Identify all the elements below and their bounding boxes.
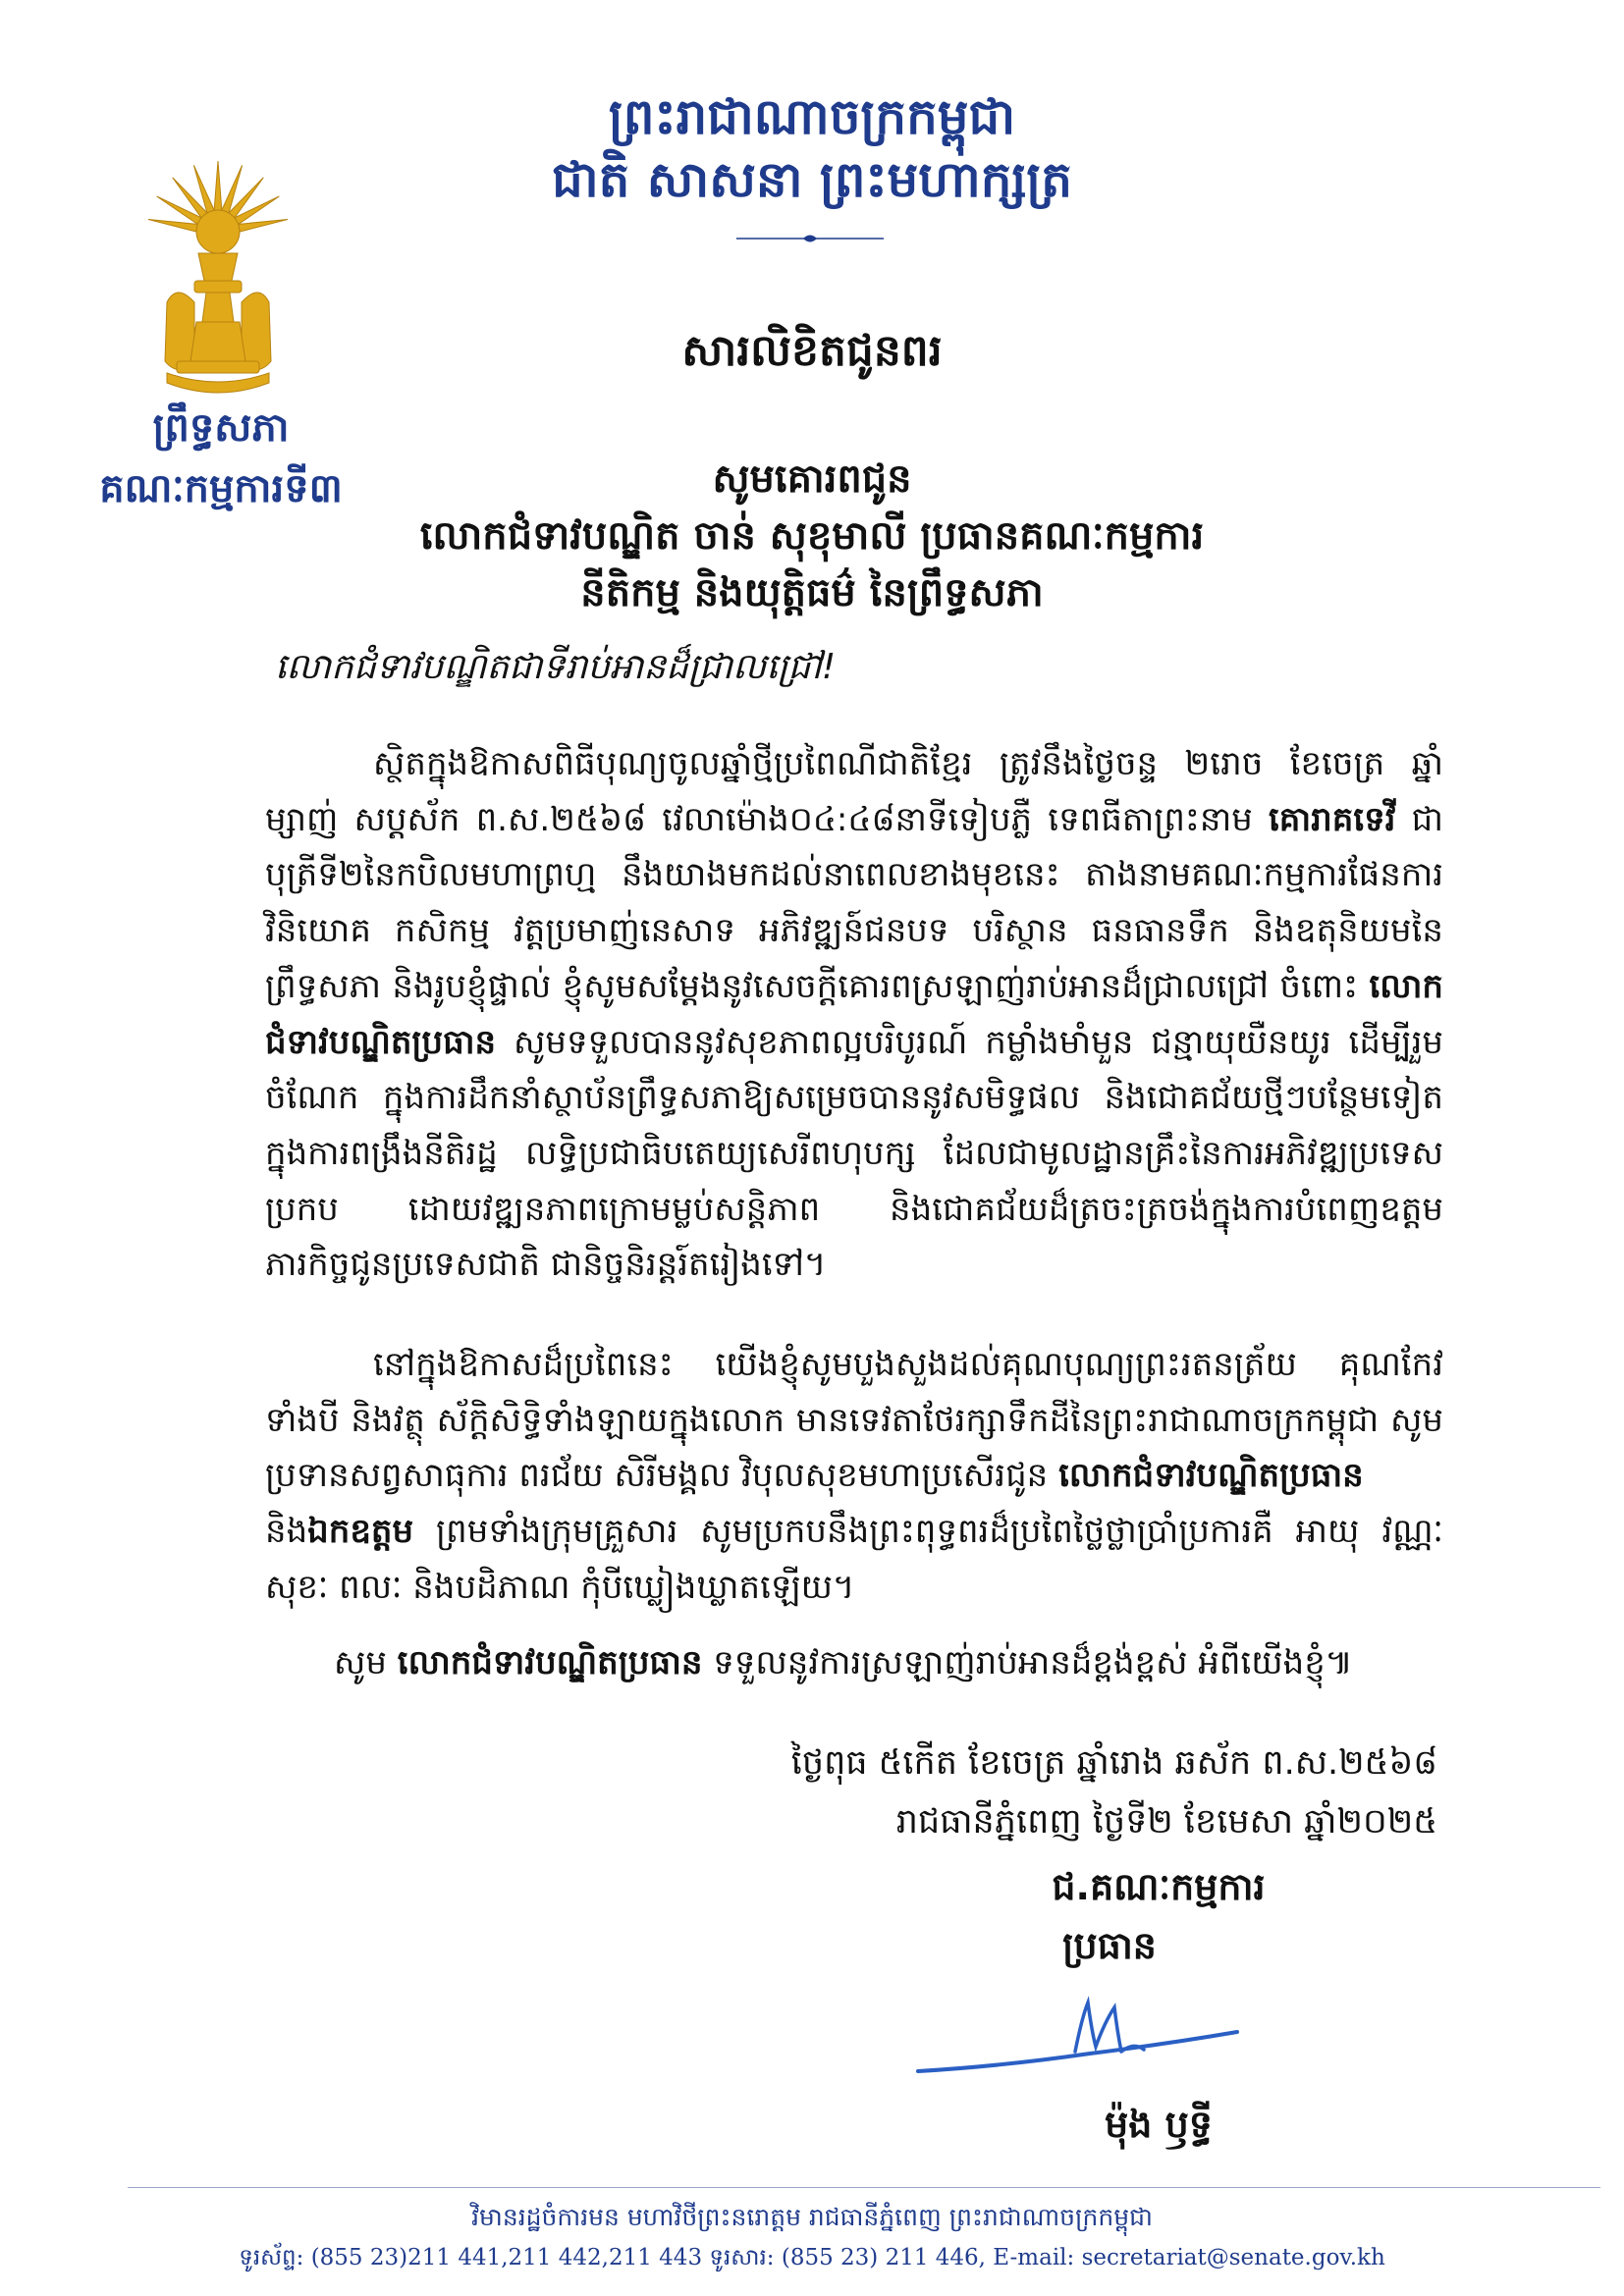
paragraph-text: សូម xyxy=(334,1643,387,1682)
senate-name: ព្រឹទ្ធសភា xyxy=(152,405,290,451)
paragraph-text: ជាបុត្រីទី២នៃកបិលមហាព្រហ្ម នឹងយាងមកដល់នាពេលខាងមុខនេះ តាងនាមគណៈកម្មការផែនការ វិនិយោគ កសិកម្ម វត្តប្រមាញ់នេសាទ អភិវឌ្ឍន៍ជនបទ បរិស្ថាន ធនធានទឹក និងឧតុនិយមនៃព្រឹទ្ធសភា និងរូបខ្ញុំផ្ទាល់ ខ្ញុំសូមសម្ដែងនូវសេចក្តីគោរពស្រឡាញ់រាប់អានដ៏ជ្រាលជ្រៅ ចំពោះ xyxy=(265,799,1444,1006)
paragraph-text: នៅក្នុងឱកាសដ៏ប្រពៃនេះ យើងខ្ញុំសូមបួងសួងដល់គុណបុណ្យព្រះរតនត្រ័យ គុណកែវទាំងបី និងវត្ថុ ស័ក្តិសិទ្ធិទាំងឡាយក្នុងលោក មានទេវតាថែរក្សាទឹកដីនៃព្រះរាជាណាចក្រកម្ពុជា សូមប្រទានសព្វសាធុការ ពរជ័យ សិរីមង្គល វិបុលសុខមហាប្រសើរជូន xyxy=(265,1345,1443,1496)
lunar-date: ថ្ងៃពុធ ៥កើត ខែចេត្រ ឆ្នាំរោង ឆស័ក ព.ស.២៥៦៨ xyxy=(790,1743,1437,1783)
signatory-role: ប្រធាន xyxy=(1062,1924,1157,1967)
honorific: ឯកឧត្តម xyxy=(307,1512,414,1552)
paragraph-text: ព្រមទាំងក្រុមគ្រួសារ សូមប្រកបនឹងព្រះពុទ្ធពរដ៏ប្រពៃថ្លៃថ្លាប្រាំប្រការគឺ អាយុ វណ្ណៈ សុខៈ ពលៈ និងបដិភាណ កុំបីឃ្លៀងឃ្លាតឡើយ។ xyxy=(265,1512,1443,1607)
kingdom-title: ព្រះរាជាណាចក្រកម្ពុជា xyxy=(608,88,1016,145)
recipient-title: លោកជំទាវបណ្ឌិតប្រធាន xyxy=(397,1643,703,1682)
footer-contacts: ទូរស័ព្ទ: (855 23)211 441,211 442,211 443 ទូរសារ: (855 23) 211 446, E-mail: secretariat@senate.gov.kh xyxy=(239,2245,1385,2270)
paragraph-text: ស្ថិតក្នុងឱកាសពិធីបុណ្យចូលឆ្នាំថ្មីប្រពៃណីជាតិខ្មែរ ត្រូវនឹងថ្ងៃចន្ទ ២រោច ខែចេត្រ ឆ្នាំម្សាញ់ សប្តស័ក ព.ស.២៥៦៨ វេលាម៉ោង០៤:៤៨នាទីទៀបភ្លឺ ទេពធីតាព្រះនាម xyxy=(265,744,1443,839)
address-line: សូមគោរពជូន xyxy=(712,456,912,502)
recipient-title: លោកជំទាវបណ្ឌិតប្រធាន xyxy=(265,966,1444,1062)
signer-name: ម៉ុង ឫទ្ធី xyxy=(1105,2103,1213,2146)
recipient-name: លោកជំទាវបណ្ឌិត ចាន់ សុខុមាលី ប្រធានគណៈកម្មការ xyxy=(419,513,1205,559)
paragraph-text: ទទួលនូវការស្រឡាញ់រាប់អានដ៏ខ្ពង់ខ្ពស់ អំពីយើងខ្ញុំ៕ xyxy=(713,1643,1354,1682)
body-paragraph-3 xyxy=(265,1635,1443,1691)
body-paragraph-1 xyxy=(265,736,1443,1293)
solar-date: រាជធានីភ្នំពេញ ថ្ងៃទី២ ខែមេសា ឆ្នាំ២០២៥ xyxy=(895,1802,1437,1842)
paragraph-text: សូមទទួលបាននូវសុខភាពល្អបរិបូរណ៍ កម្លាំងមាំមួន ជន្មាយុយឺនយូរ ដើម្បីរួមចំណែក ក្នុងការដឹកនាំស្ថាប័នព្រឹទ្ធសភាឱ្យសម្រេចបាននូវសមិទ្ធផល និងជោគជ័យថ្មីៗបន្ថែមទៀត ក្នុងការពង្រឹងនីតិរដ្ឋ លទ្ធិប្រជាធិបតេយ្យសេរីពហុបក្ស ដែលជាមូលដ្ឋានគ្រឹះនៃការអភិវឌ្ឍប្រទេសប្រកប ដោយវឌ្ឍនភាពក្រោមម្លប់សន្តិភាព និងជោគជ័យដ៏ត្រចះត្រចង់ក្នុងការបំពេញឧត្តមភារកិច្ចជូនប្រទេសជាតិ ជានិច្ចនិរន្តរ៍តរៀងទៅ។ xyxy=(265,1022,1443,1285)
recipient-committee: នីតិកម្ម និងយុត្តិធម៌ នៃព្រឹទ្ធសភា xyxy=(580,570,1044,615)
deity-name: គោរាគទេវី xyxy=(1268,799,1396,839)
letter-title: សារលិខិតជូនពរ xyxy=(681,326,943,376)
recipient-title: លោកជំទាវបណ្ឌិតប្រធាន xyxy=(1058,1456,1364,1496)
header-ornament-icon xyxy=(736,232,884,245)
signature-icon xyxy=(913,1963,1247,2101)
footer-address: វិមានរដ្ឋចំការមន មហាវិថីព្រះនរោត្តម រាជធានីភ្នំពេញ ព្រះរាជាណាចក្រកម្ពុជា xyxy=(471,2203,1153,2231)
paragraph-text: និង xyxy=(265,1512,308,1552)
salutation: លោកជំទាវបណ្ឌិតជាទីរាប់អានដ៏ជ្រាលជ្រៅ! xyxy=(275,647,837,687)
motto: ជាតិ សាសនា ព្រះមហាក្សត្រ xyxy=(552,151,1072,208)
signatory-org: ជ.គណៈកម្មការ xyxy=(1052,1865,1266,1908)
footer-divider xyxy=(128,2187,1600,2188)
body-paragraph-2 xyxy=(265,1337,1443,1616)
committee-name: គណៈកម្មការទី៣ xyxy=(99,466,343,511)
